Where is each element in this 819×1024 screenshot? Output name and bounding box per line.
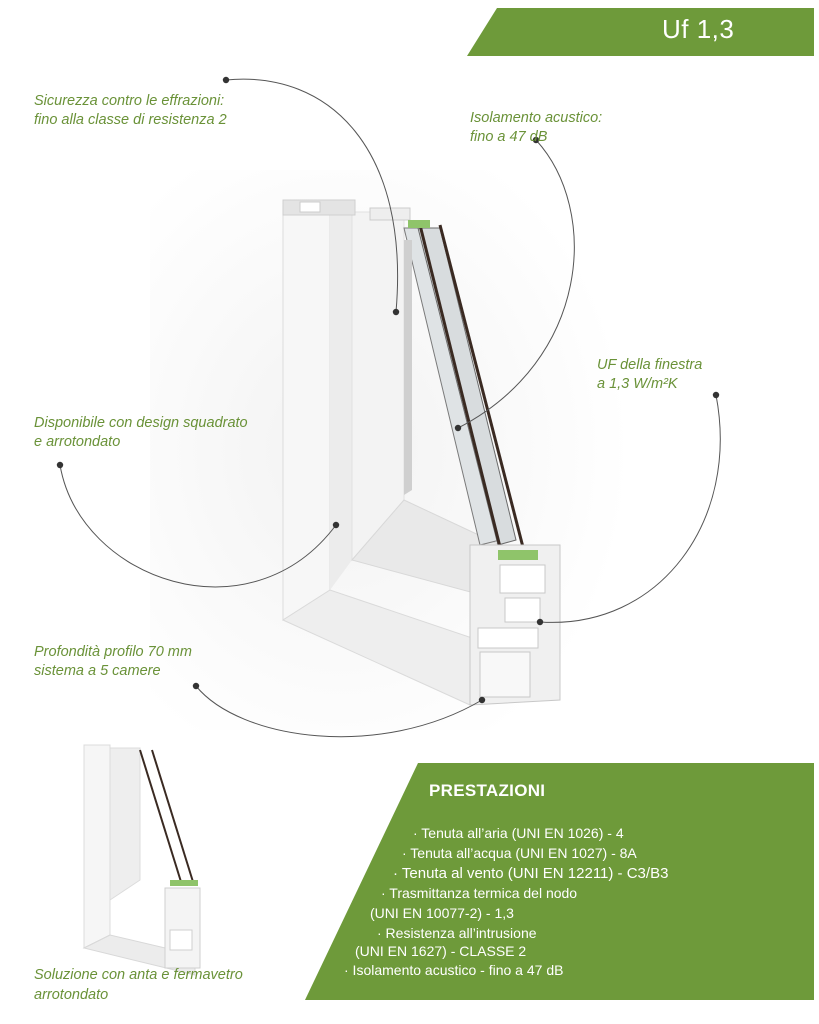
spec-item: (UNI EN 1627) - CLASSE 2 [355, 943, 527, 959]
callout-uf-line1: UF della finestra [597, 357, 703, 373]
dot-depth [193, 683, 199, 689]
panel-title: PRESTAZIONI [429, 781, 546, 800]
callout-depth-line1: Profondità profilo 70 mm [34, 644, 192, 660]
callout-design-line1: Disponibile con design squadrato [34, 415, 248, 431]
dot-design-end [333, 522, 339, 528]
callout-uf [597, 356, 702, 394]
callout-depth-line2: sistema a 5 camere [34, 663, 161, 679]
spec-item: · Resistenza all’intrusione [377, 925, 537, 941]
spec-item: · Tenuta all’acqua (UNI EN 1027) - 8A [402, 845, 637, 861]
spec-item: · Tenuta all’aria (UNI EN 1026) - 4 [413, 825, 624, 841]
spec-item: (UNI EN 10077-2) - 1,3 [370, 905, 514, 921]
spec-item: · Trasmittanza termica del nodo [381, 885, 578, 901]
badge-text: Uf 1,3 [662, 14, 735, 44]
callout-design [34, 414, 248, 452]
caption-line2: arrotondato [34, 987, 109, 1003]
callout-acoustic-line1: Isolamento acustico: [470, 110, 603, 126]
callout-uf-line2: a 1,3 W/m²K [597, 376, 678, 392]
callout-security [34, 92, 227, 130]
callout-acoustic [470, 109, 602, 147]
dot-acoustic-end [455, 425, 461, 431]
dot-uf-end [537, 619, 543, 625]
callout-security-line1: Sicurezza contro le effrazioni: [34, 93, 225, 109]
callout-acoustic-line2: fino a 47 dB [470, 129, 548, 145]
small-window-profile [84, 745, 200, 975]
dot-design [57, 462, 63, 468]
dot-security-end [393, 309, 399, 315]
dot-security [223, 77, 229, 83]
spec-item: · Isolamento acustico - fino a 47 dB [344, 962, 564, 978]
callout-depth [34, 643, 192, 681]
callout-design-line2: e arrotondato [34, 434, 121, 450]
dot-uf [713, 392, 719, 398]
callout-security-line2: fino alla classe di resistenza 2 [34, 112, 227, 128]
spec-item: · Tenuta al vento (UNI EN 12211) - C3/B3 [393, 865, 669, 882]
dot-depth-end [479, 697, 485, 703]
caption-line1: Soluzione con anta e fermavetro [34, 967, 243, 983]
small-image-caption [34, 965, 243, 1005]
